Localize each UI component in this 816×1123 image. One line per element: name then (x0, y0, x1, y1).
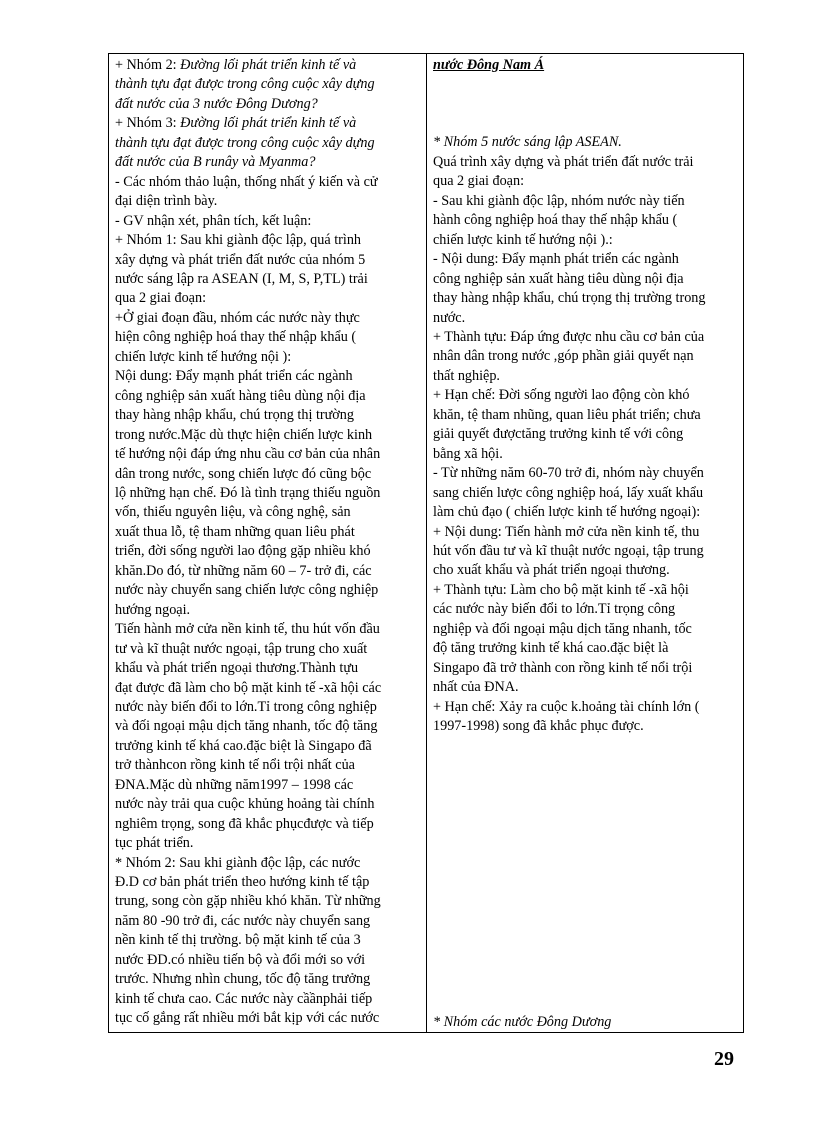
right-line: hành công nghiệp hoá thay thế nhập khẩu ( (433, 212, 678, 229)
page-number: 29 (714, 1048, 734, 1070)
left-line (115, 212, 420, 231)
left-line (115, 912, 420, 931)
left-line (115, 620, 420, 639)
left-line (115, 503, 420, 522)
left-line (115, 289, 420, 308)
left-line-italic: thành tựu đạt được trong công cuộc xây dựng (115, 134, 375, 151)
left-line (115, 815, 420, 834)
right-body (433, 153, 737, 737)
right-line: thất nghiệp. (433, 367, 500, 384)
right-line: nghiệp và đối ngoại mậu dịch tăng nhanh, tốc (433, 620, 692, 637)
right-line: Singapo đã trở thành con rồng kinh tế nổi trội (433, 659, 693, 676)
right-line: qua 2 giai đoạn: (433, 173, 525, 190)
left-line-text: trưởng kinh tế khá cao.đặc biệt là Singapo đã (115, 737, 372, 754)
right-line: độ tăng trưởng kinh tế khá cao.đặc biệt là (433, 640, 669, 657)
right-line: sang chiến lược công nghiệp hoá, lấy xuất khẩu (433, 484, 704, 501)
left-line-text: xuất thua lỗ, tệ tham những quan liêu phát (115, 523, 355, 540)
left-line (115, 56, 420, 75)
left-line-text: trước. Nhưng nhìn chung, tốc độ tăng trưởng (115, 971, 371, 988)
left-line (115, 562, 420, 581)
left-line-text: thay hàng nhập khẩu, chú trọng thị trường (115, 407, 354, 424)
left-line-text: tư và kĩ thuật nước ngoại, tập trung cho xuất (115, 640, 368, 657)
content-table (108, 53, 744, 1033)
right-line: khăn, tệ tham nhũng, quan liêu phát triển; chưa (433, 406, 701, 423)
right-line: - Nội dung: Đẩy mạnh phát triển các ngành (433, 251, 679, 268)
left-line (115, 231, 420, 250)
right-line: cho xuất khẩu và phát triển ngoại thương. (433, 562, 670, 579)
section-indochina: * Nhóm các nước Đông Dương (433, 1013, 612, 1030)
right-line: công nghiệp sản xuất hàng tiêu dùng nội địa (433, 270, 684, 287)
left-line-text: xây dựng và phát triển đất nước của nhóm 5 (115, 251, 366, 268)
right-line: Quá trình xây dựng và phát triển đất nước trải (433, 153, 694, 170)
left-line-italic: thành tựu đạt được trong công cuộc xây dựng (115, 76, 375, 93)
left-column (109, 54, 427, 1032)
left-line (115, 445, 420, 464)
right-line: nhất của ĐNA. (433, 679, 519, 696)
left-line-text: Tiến hành mở cửa nền kinh tế, thu hút vốn đầu (115, 621, 380, 638)
left-line-text: + Nhóm 3: (115, 115, 181, 132)
left-line (115, 854, 420, 873)
right-line: bằng xã hội. (433, 445, 503, 462)
left-line (115, 309, 420, 328)
section-asean-founders: * Nhóm 5 nước sáng lập ASEAN. (433, 134, 622, 151)
left-line-text: nước này biến đổi to lớn.Tỉ trong công nghiệp (115, 698, 377, 715)
left-line-text: nước này trải qua cuộc khủng hoảng tài chính (115, 796, 375, 813)
left-line-text: kinh tế chưa cao. Các nước này cầầnphải tiếp (115, 990, 373, 1007)
left-line (115, 776, 420, 795)
left-line (115, 173, 420, 192)
left-line-text: ĐNA.Mặc dù những năm1997 – 1998 các (115, 776, 354, 793)
left-line (115, 153, 420, 172)
left-line (115, 134, 420, 153)
left-line-italic: Đường lối phát triển kinh tế và (180, 57, 357, 73)
right-line: + Hạn chế: Đời sống người lao động còn khó (433, 387, 690, 404)
left-line (115, 192, 420, 211)
right-line: 1997-1998) song đã khắc phục được. (433, 718, 644, 735)
left-line-italic: Đường lối phát triển kinh tế và (180, 115, 357, 132)
left-line-text: tục phát triển. (115, 835, 194, 852)
left-line (115, 1009, 420, 1028)
left-line (115, 426, 420, 445)
left-line (115, 251, 420, 270)
left-line-italic: đất nước của B runây và Myanma? (115, 154, 316, 171)
left-line-text: chiến lược kinh tế hướng nội ): (115, 348, 292, 365)
left-line (115, 795, 420, 814)
right-line: + Thành tựu: Đáp ứng được nhu cầu cơ bản của (433, 328, 705, 345)
left-line (115, 114, 420, 133)
left-line-text: qua 2 giai đoạn: (115, 290, 207, 307)
left-line (115, 406, 420, 425)
left-line-text: Đ.D cơ bản phát triển theo hướng kinh tế tập (115, 874, 370, 891)
right-line: + Thành tựu: Làm cho bộ mặt kinh tế -xã hội (433, 581, 689, 598)
left-line-text: triển, đời sống người lao động gặp nhiều khó (115, 543, 371, 560)
left-line (115, 270, 420, 289)
right-line: giải quyết đượctăng trưởng kinh tế với công (433, 426, 684, 443)
left-line-text: trong nước.Mặc dù thực hiện chiến lược kinh (115, 426, 373, 443)
left-line-text: lộ những hạn chế. Đó là tình trạng thiếu nguồn (115, 484, 381, 501)
left-line-text: đại diện trình bày. (115, 193, 218, 210)
left-line-text: +Ở giai đoạn đầu, nhóm các nước này thực (115, 309, 360, 326)
left-line-text: * Nhóm 2: Sau khi giành độc lập, các nước (115, 854, 361, 871)
left-line-text: và đối ngoại mậu dịch tăng nhanh, tốc độ tăng (115, 718, 378, 735)
left-line-text: hiện công nghiệp hoá thay thế nhập khẩu ( (115, 329, 357, 346)
right-heading: nước Đông Nam Á (433, 57, 545, 73)
left-line (115, 756, 420, 775)
left-line (115, 465, 420, 484)
left-line (115, 873, 420, 892)
right-line: nước. (433, 309, 466, 326)
left-line (115, 523, 420, 542)
left-line-text: nước sáng lập ra ASEAN (I, M, S, P,TL) trải (115, 270, 368, 287)
left-line-text: nước này chuyển sang chiến lược công nghiệp (115, 582, 379, 599)
left-line (115, 387, 420, 406)
left-line-text: dân trong nước, song chiến lược đó cũng bộc (115, 465, 372, 482)
left-line-text: - GV nhận xét, phân tích, kết luận: (115, 212, 312, 229)
left-line (115, 951, 420, 970)
left-line (115, 990, 420, 1009)
left-line (115, 348, 420, 367)
left-line (115, 659, 420, 678)
left-line (115, 717, 420, 736)
right-line: hút vốn đầu tư và kĩ thuật nước ngoại, tập trung (433, 542, 704, 559)
right-line: + Nội dung: Tiến hành mở cửa nền kinh tế, thu (433, 523, 700, 540)
left-line (115, 970, 420, 989)
right-line: nhân dân trong nước ,góp phần giải quyết nạn (433, 348, 694, 365)
left-line-text: - Các nhóm thảo luận, thống nhất ý kiến và cử (115, 173, 378, 190)
left-line-text: nghiêm trọng, song đã khắc phụcđược và tiếp (115, 815, 374, 832)
left-line-text: trung, song còn gặp nhiều khó khăn. Từ những (115, 893, 381, 910)
right-line: chiến lược kinh tế hướng nội ).: (433, 231, 613, 248)
left-line (115, 834, 420, 853)
left-line-text: năm 80 -90 trở đi, các nước này chuyển sang (115, 912, 371, 929)
left-line (115, 892, 420, 911)
left-line-text: + Nhóm 2: (115, 57, 181, 73)
left-line-text: tế hướng nội đáp ứng nhu cầu cơ bản của nhân (115, 446, 381, 463)
right-line: thay hàng nhập khẩu, chú trọng thị trường trong (433, 290, 706, 307)
left-line-text: nền kinh tế thị trường. bộ mặt kinh tế của 3 (115, 932, 361, 949)
left-line (115, 367, 420, 386)
left-line-text: khăn.Do đó, từ những năm 60 – 7- trở đi, các (115, 562, 372, 579)
left-line (115, 581, 420, 600)
left-line (115, 75, 420, 94)
left-line-text: + Nhóm 1: Sau khi giành độc lập, quá trình (115, 232, 362, 249)
left-line (115, 95, 420, 114)
left-line (115, 737, 420, 756)
left-line-text: nước ĐD.có nhiều tiến bộ và đổi mới so với (115, 951, 366, 968)
left-line-text: công nghiệp sản xuất hàng tiêu dùng nội địa (115, 387, 366, 404)
left-line-text: tục cố gắng rất nhiều mới bắt kịp với các nước (115, 1010, 380, 1027)
right-line: các nước này biến đổi to lớn.Tỉ trọng công (433, 601, 676, 618)
left-line (115, 698, 420, 717)
left-line-text: Nội dung: Đẩy mạnh phát triển các ngành (115, 368, 353, 385)
left-line-text: hướng ngoại. (115, 601, 191, 618)
left-line (115, 328, 420, 347)
right-line: làm chủ đạo ( chiến lược kinh tế hướng ngoại): (433, 504, 701, 521)
left-line (115, 679, 420, 698)
left-line-text: khẩu và phát triển ngoại thương.Thành tựu (115, 660, 359, 677)
left-line-italic: đất nước của 3 nước Đông Dương? (115, 95, 318, 112)
right-line: + Hạn chế: Xảy ra cuộc k.hoảng tài chính lớn ( (433, 698, 700, 715)
left-line (115, 484, 420, 503)
left-line-text: đạt được đã làm cho bộ mặt kinh tế -xã hội các (115, 679, 382, 696)
left-line (115, 601, 420, 620)
left-line (115, 640, 420, 659)
left-line-text: vốn, thiếu nguyên liệu, và công nghệ, sản (115, 504, 351, 521)
left-line-text: trở thànhcon rồng kinh tế nổi trội nhất của (115, 757, 355, 774)
left-line (115, 931, 420, 950)
left-line (115, 542, 420, 561)
right-column (427, 54, 743, 1032)
right-line: - Sau khi giành độc lập, nhóm nước này tiến (433, 192, 685, 209)
right-line: - Từ những năm 60-70 trở đi, nhóm này chuyển (433, 465, 704, 482)
